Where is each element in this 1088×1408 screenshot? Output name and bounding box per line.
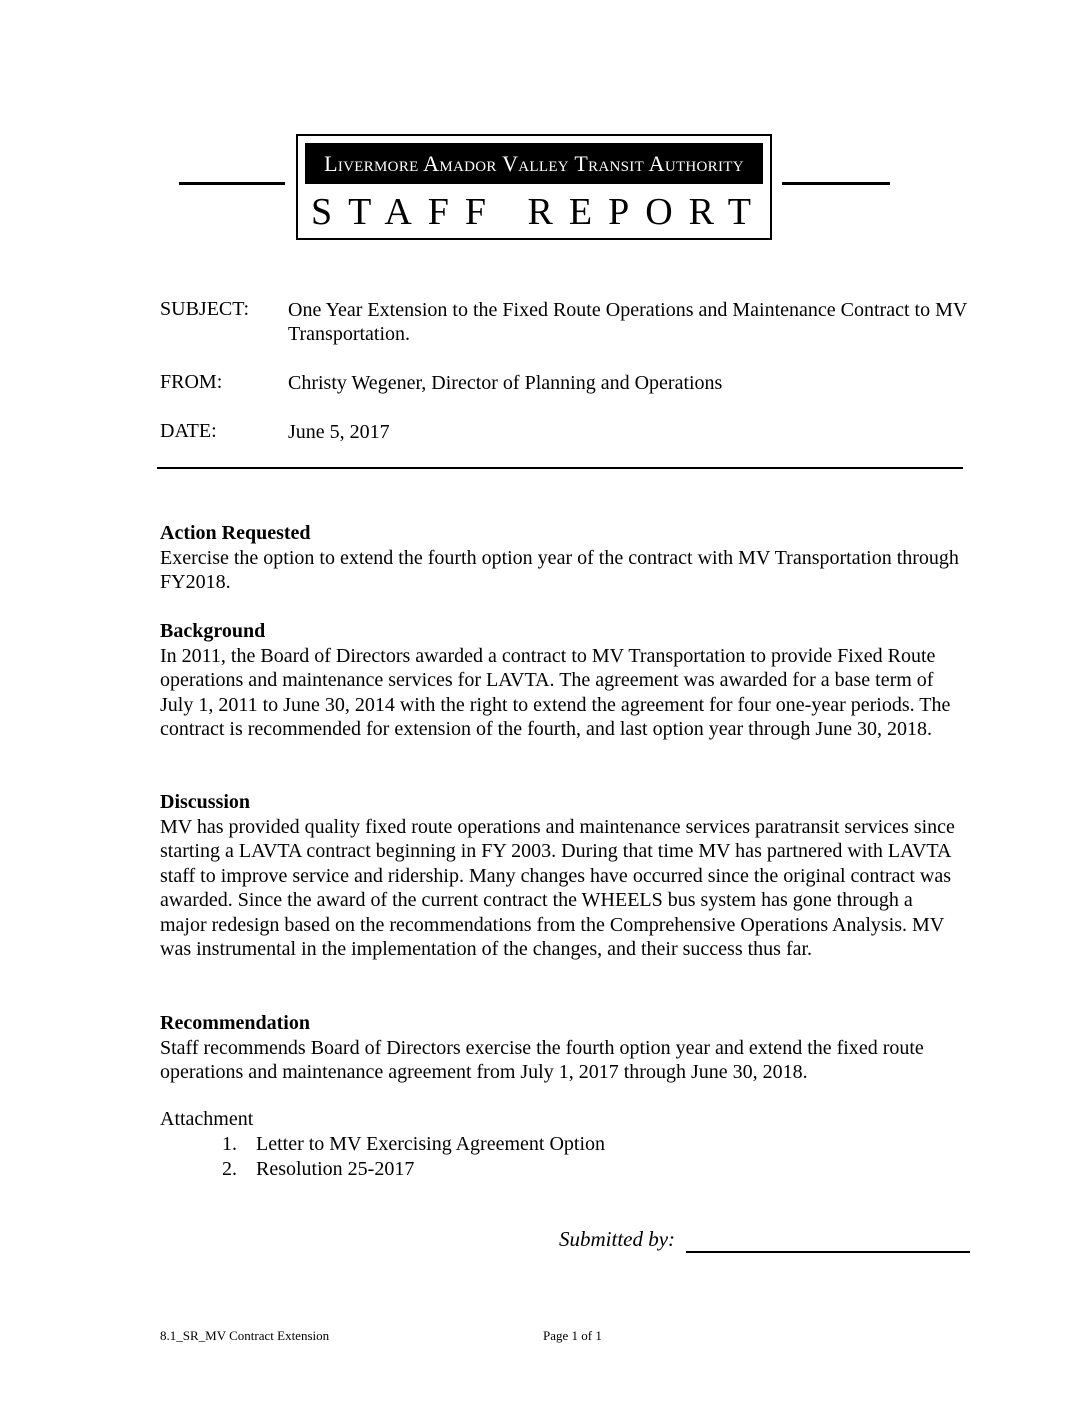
section-heading: Action Requested <box>160 522 311 544</box>
org-name: Livermore Amador Valley Transit Authority <box>305 143 763 184</box>
section-body: MV has provided quality fixed route operations and maintenance services paratransit services since starting a LAVTA contract beginning in FY 2003. During that time MV has partnered with LAVTA staff to improve service and ridership. Many changes have occurred since the original contract was awarded. Since the award of the current contract the WHEELS bus system has gone through a major redesign based on the recommendations from the Comprehensive Operations Analysis. MV was instrumental in the implementation of the changes, and their success thus far. <box>160 815 955 960</box>
section-heading: Recommendation <box>160 1012 310 1034</box>
section-body: Staff recommends Board of Directors exercise the fourth option year and extend the fixed route operations and maintenance agreement from July 1, 2017 through June 30, 2018. <box>160 1036 924 1083</box>
date-label: DATE: <box>160 420 217 442</box>
divider <box>157 467 963 469</box>
section-background <box>160 619 960 742</box>
submitted-by-label: Submitted by: <box>559 1227 676 1251</box>
attachment-title: Attachment <box>160 1108 254 1130</box>
subject-value: One Year Extension to the Fixed Route Operations and Maintenance Contract to MV Transportation. <box>288 299 967 345</box>
list-item <box>222 1157 605 1182</box>
from-value: Christy Wegener, Director of Planning and Operations <box>288 372 723 394</box>
footer-filename: 8.1_SR_MV Contract Extension <box>160 1328 330 1343</box>
section-action-requested <box>160 521 960 595</box>
section-body: In 2011, the Board of Directors awarded a contract to MV Transportation to provide Fixed Route operations and maintenance services for LAVTA. The agreement was awarded for a base term of July 1, 2011 to June 30, 2014 with the right to extend the agreement for four one-year periods. The contract is recommended for extension of the fourth, and last option year through June 30, 2018. <box>160 644 951 740</box>
list-item-text: Resolution 25-2017 <box>256 1158 415 1180</box>
from-label: FROM: <box>160 371 223 393</box>
section-heading: Background <box>160 620 266 642</box>
list-item-text: Letter to MV Exercising Agreement Option <box>256 1133 605 1155</box>
header-rule-left <box>179 182 285 185</box>
attachment-list <box>222 1132 605 1182</box>
list-item-number: 1. <box>222 1133 237 1155</box>
letterhead <box>296 134 772 240</box>
section-discussion <box>160 790 960 962</box>
header-rule-right <box>782 182 890 185</box>
signature-line <box>686 1251 970 1253</box>
section-heading: Discussion <box>160 791 251 813</box>
section-body: Exercise the option to extend the fourth option year of the contract with MV Transportation through FY2018. <box>160 546 959 593</box>
subject-label: SUBJECT: <box>160 298 250 320</box>
section-recommendation <box>160 1011 960 1085</box>
footer-page-number: Page 1 of 1 <box>543 1328 602 1343</box>
report-title: STAFF REPORT <box>311 191 767 233</box>
date-value: June 5, 2017 <box>288 421 390 443</box>
list-item-number: 2. <box>222 1158 237 1180</box>
list-item <box>222 1132 605 1157</box>
